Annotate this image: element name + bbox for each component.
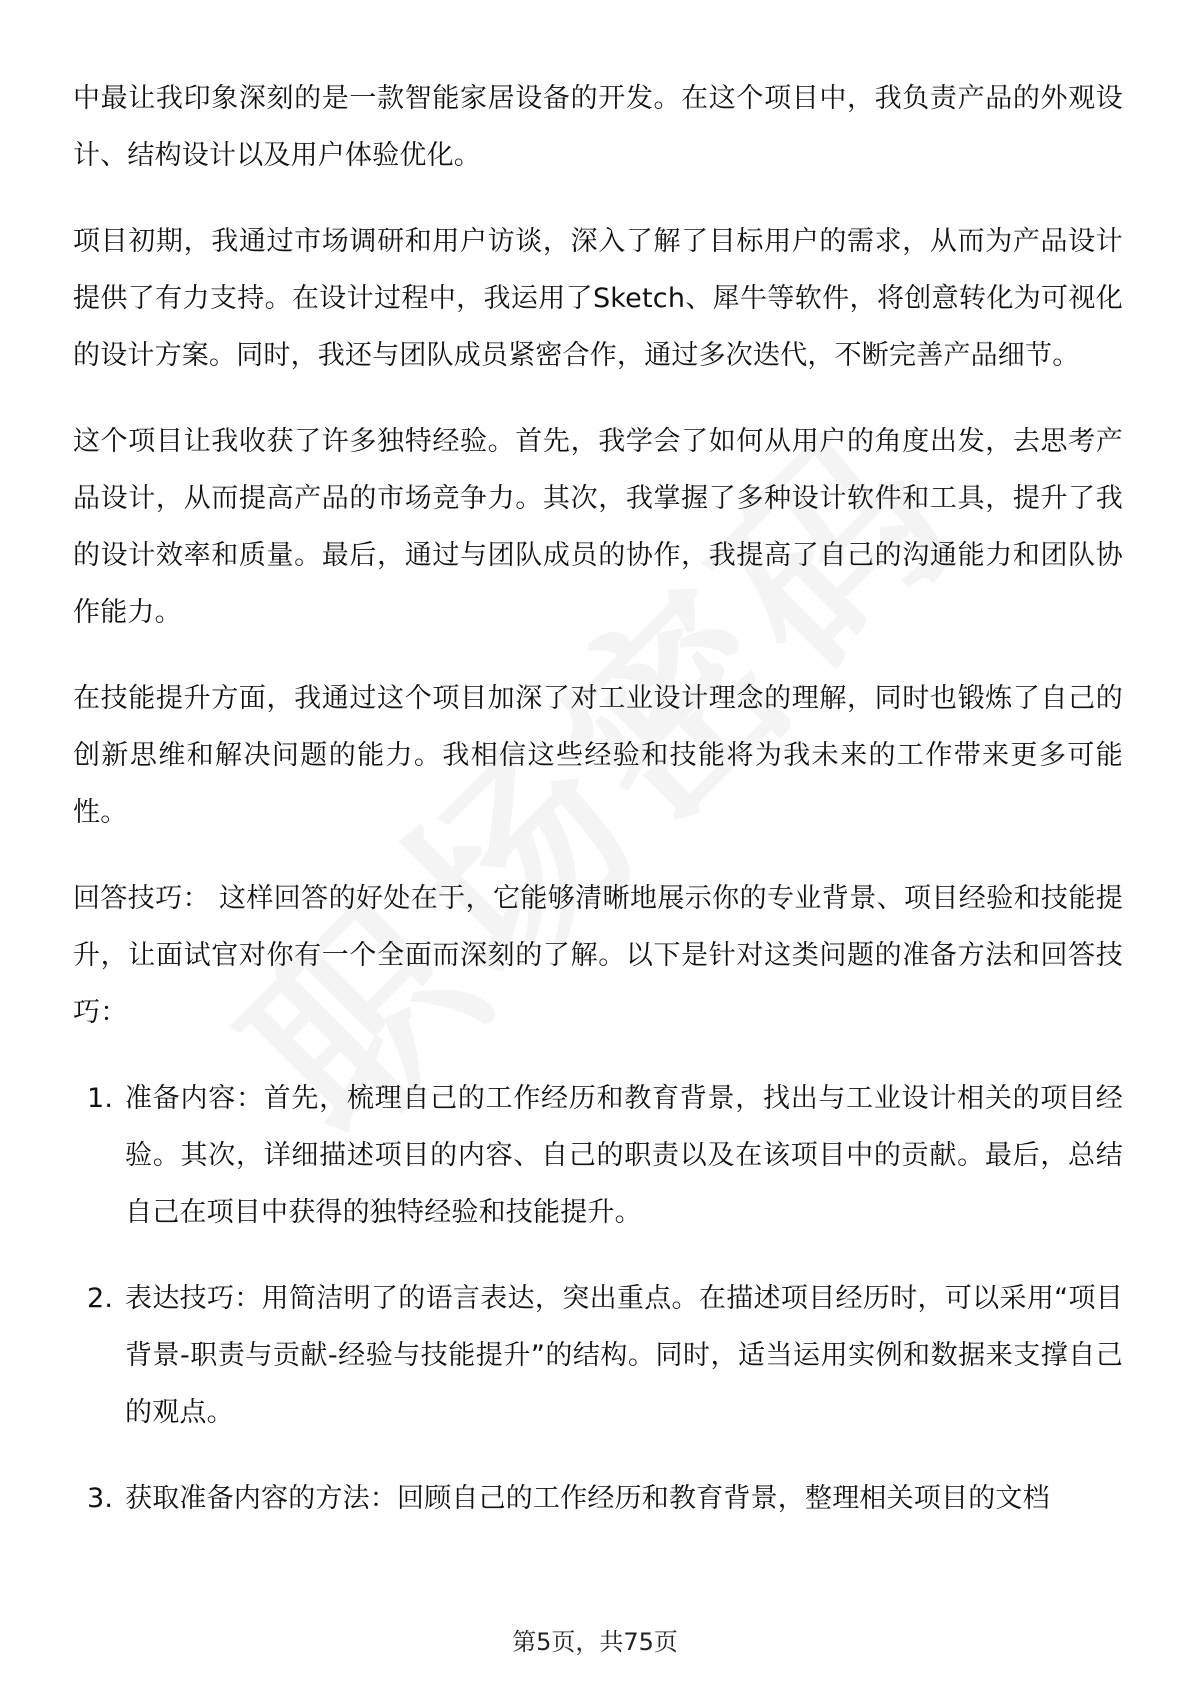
paragraph: 这个项目让我收获了许多独特经验。首先，我学会了如何从用户的角度出发，去思考产品设计，从而提高产品的市场竞争力。其次，我掌握了多种设计软件和工具，提升了我的设计效率和质量。最后，通过与团队成员的协作，我提高了自己的沟通能力和团队协作能力。 — [73, 426, 1123, 628]
list-item — [73, 1270, 1123, 1441]
page-content — [73, 70, 1123, 1556]
list-item-text: 表达技巧：用简洁明了的语言表达，突出重点。在描述项目经历时，可以采用“项目背景-职责与贡献-经验与技能提升”的结构。同时，适当运用实例和数据来支撑自己的观点。 — [125, 1283, 1123, 1428]
list-item-number: 1. — [87, 1083, 114, 1114]
tips-list — [73, 1070, 1123, 1527]
paragraph: 项目初期，我通过市场调研和用户访谈，深入了解了目标用户的需求，从而为产品设计提供了有力支持。在设计过程中，我运用了Sketch、犀牛等软件，将创意转化为可视化的设计方案。同时，我还与团队成员紧密合作，通过多次迭代，不断完善产品细节。 — [73, 226, 1123, 371]
paragraph: 回答技巧： 这样回答的好处在于，它能够清晰地展示你的专业背景、项目经验和技能提升，让面试官对你有一个全面而深刻的了解。以下是针对这类问题的准备方法和回答技巧： — [73, 883, 1123, 1028]
paragraph: 中最让我印象深刻的是一款智能家居设备的开发。在这个项目中，我负责产品的外观设计、结构设计以及用户体验优化。 — [73, 83, 1123, 171]
list-item — [73, 1070, 1123, 1241]
list-item-text: 准备内容：首先，梳理自己的工作经历和教育背景，找出与工业设计相关的项目经验。其次，详细描述项目的内容、自己的职责以及在该项目中的贡献。最后，总结自己在项目中获得的独特经验和技能提升。 — [125, 1083, 1123, 1228]
list-item-text: 获取准备内容的方法：回顾自己的工作经历和教育背景，整理相关项目的文档 — [125, 1483, 1050, 1514]
page-footer — [0, 1622, 1190, 1657]
page-number-label: 第5页，共75页 — [512, 1628, 678, 1656]
list-item-number: 2. — [87, 1283, 114, 1314]
paragraph: 在技能提升方面，我通过这个项目加深了对工业设计理念的理解，同时也锻炼了自己的创新思维和解决问题的能力。我相信这些经验和技能将为我未来的工作带来更多可能性。 — [73, 683, 1123, 828]
list-item-number: 3. — [87, 1483, 114, 1514]
list-item — [73, 1470, 1123, 1527]
